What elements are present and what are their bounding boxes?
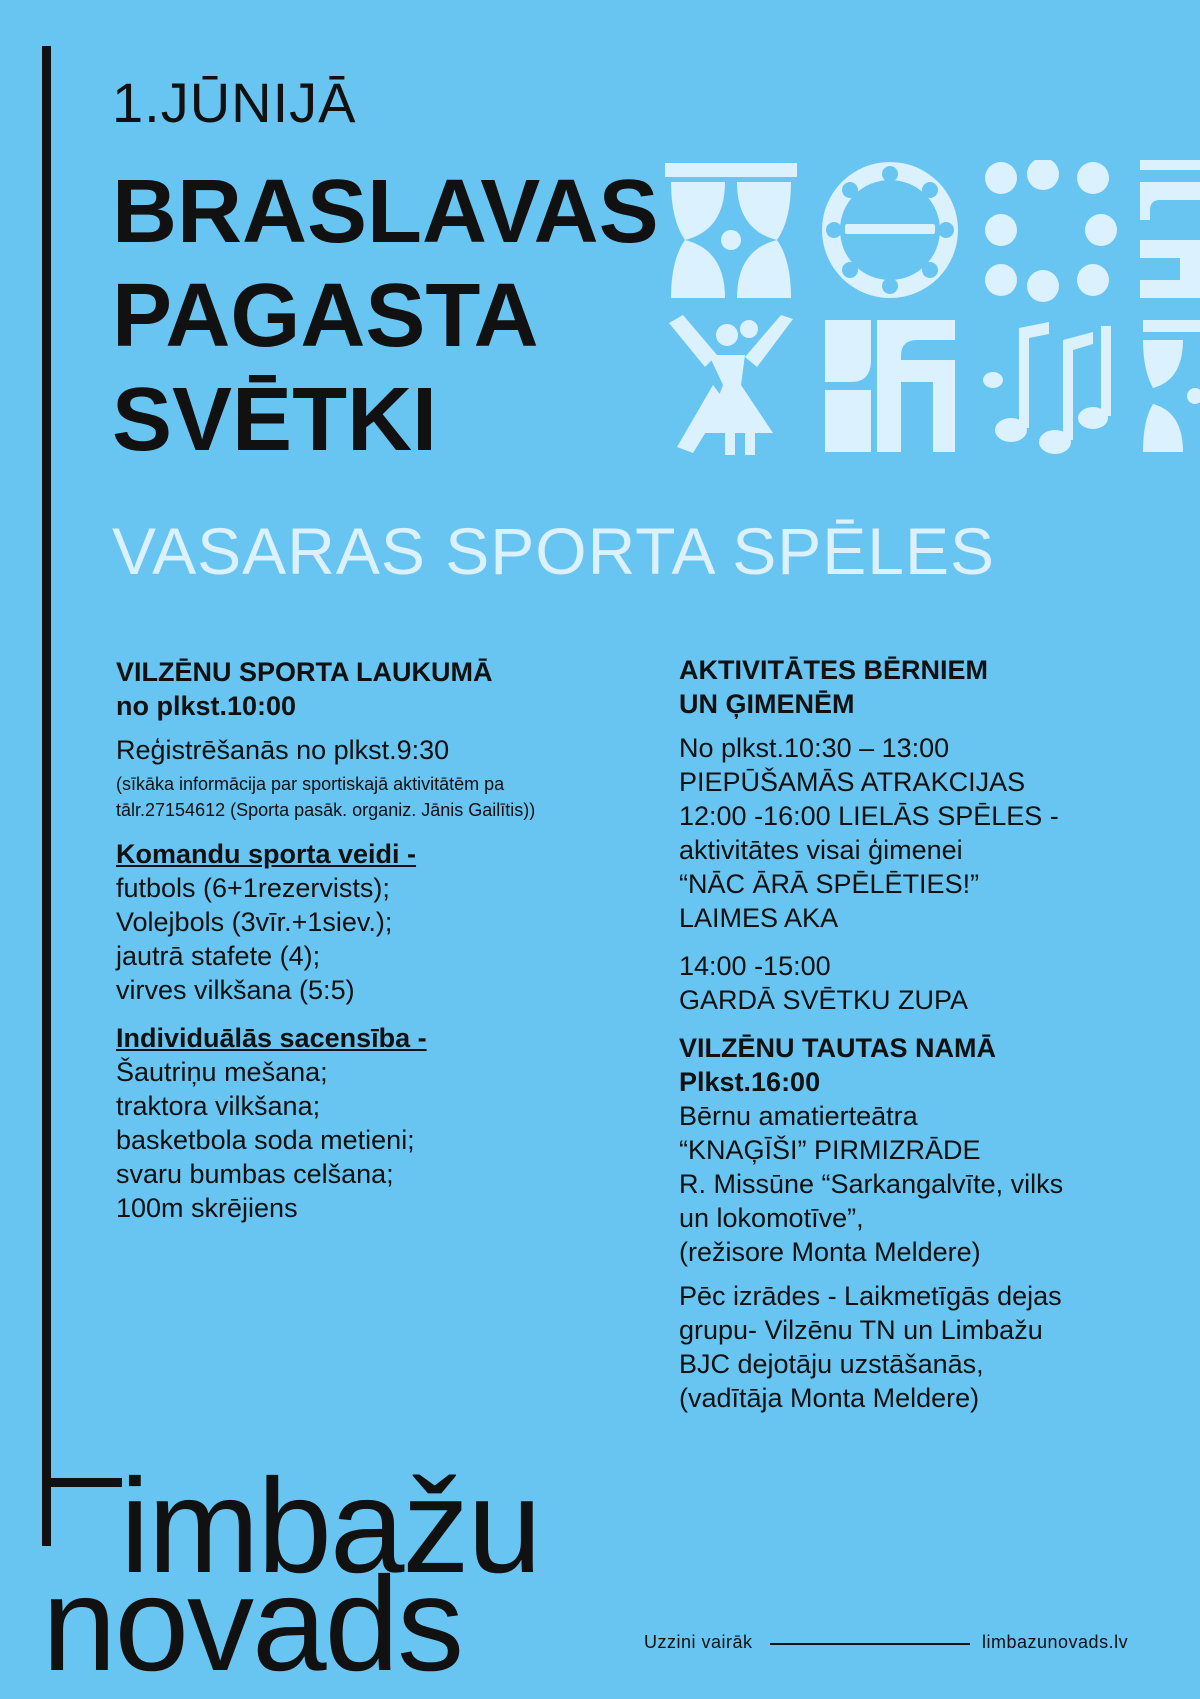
- theatre-line: R. Missūne “Sarkangalvīte, vilks: [679, 1169, 1064, 1199]
- activities-heading: AKTIVITĀTES BĒRNIEM: [679, 655, 989, 685]
- team-sports-heading: Komandu sporta veidi -: [116, 839, 417, 869]
- theatre-line: (režisore Monta Meldere): [679, 1237, 981, 1267]
- individual-sport-item: 100m skrējiens: [116, 1193, 298, 1223]
- flower-tile-icon: [665, 163, 797, 298]
- team-sport-item: jautrā stafete (4);: [116, 941, 321, 971]
- theatre-line: Bērnu amatierteātra: [679, 1101, 918, 1131]
- footer-website-link[interactable]: limbazunovads.lv: [982, 1632, 1129, 1652]
- dance-line: BJC dejotāju uzstāšanās,: [679, 1349, 984, 1379]
- dance-line: grupu- Vilzēnu TN un Limbažu: [679, 1315, 1043, 1345]
- activity-line: No plkst.10:30 – 13:00: [679, 733, 950, 763]
- activity-line: “NĀC ĀRĀ SPĒLĒTIES!”: [679, 869, 980, 899]
- individual-sport-item: Šautriņu mešana;: [116, 1057, 328, 1087]
- event-title: [112, 160, 659, 472]
- brand-wordmark-line2: novads: [42, 1550, 463, 1699]
- brand-L-foot: [42, 1478, 122, 1487]
- title-line: BRASLAVAS: [112, 162, 659, 262]
- activity-line: LAIMES AKA: [679, 903, 839, 933]
- title-line: PAGASTA: [112, 266, 539, 366]
- dance-line: Pēc izrādes - Laikmetīgās dejas: [679, 1281, 1062, 1311]
- brand-wordmark-line1: imbažu: [120, 1452, 540, 1601]
- activities-column: [679, 653, 1179, 1415]
- sports-venue: VILZĒNU SPORTA LAUKUMĀ: [116, 657, 493, 687]
- activities-heading: UN ĢIMENĒM: [679, 689, 855, 719]
- theatre-line: un lokomotīve”,: [679, 1203, 864, 1233]
- flower-tile-partial-icon: [1143, 320, 1200, 452]
- ring-tile-icon: [822, 162, 958, 298]
- info-text: [116, 771, 636, 823]
- theatre-time: Plkst.16:00: [679, 1067, 821, 1097]
- info-line: (sīkāka informācija par sportiskajā aktivitātēm pa: [116, 774, 505, 794]
- frame-vertical-line: [42, 46, 51, 1546]
- dancers-icon: [669, 315, 793, 455]
- title-line: SVĒTKI: [112, 370, 438, 470]
- theatre-line: “KNAĢĪŠI” PIRMIZRĀDE: [679, 1135, 981, 1165]
- ornament-grid: [665, 160, 1200, 460]
- individual-sport-item: svaru bumbas celšana;: [116, 1159, 394, 1189]
- chain-tile-icon: [985, 160, 1117, 302]
- info-line: tālr.27154612 (Sporta pasāk. organiz. Jānis Gailītis)): [116, 800, 536, 820]
- sports-column: [116, 655, 636, 1225]
- individual-sport-item: traktora vilkšana;: [116, 1091, 321, 1121]
- soup-text: GARDĀ SVĒTKU ZUPA: [679, 985, 969, 1015]
- team-sport-item: Volejbols (3vīr.+1siev.);: [116, 907, 393, 937]
- individual-sports-heading: Individuālās sacensība -: [116, 1023, 427, 1053]
- theatre-venue: VILZĒNU TAUTAS NAMĀ: [679, 1033, 996, 1063]
- registration-text: Reģistrēšanās no plkst.9:30: [116, 735, 450, 765]
- soup-time: 14:00 -15:00: [679, 951, 831, 981]
- activity-line: 12:00 -16:00 LIELĀS SPĒLES -: [679, 801, 1059, 831]
- footer-more-info: Uzzini vairāk: [644, 1632, 753, 1652]
- activity-line: PIEPŪŠAMĀS ATRAKCIJAS: [679, 767, 1026, 797]
- dance-line: (vadītāja Monta Meldere): [679, 1383, 980, 1413]
- team-sport-item: virves vilkšana (5:5): [116, 975, 355, 1005]
- music-notes-icon: [983, 322, 1111, 454]
- wave-tile-icon: [1140, 160, 1200, 298]
- footer-divider: [770, 1643, 970, 1645]
- team-sport-item: futbols (6+1rezervists);: [116, 873, 390, 903]
- sports-start-time: no plkst.10:00: [116, 691, 297, 721]
- individual-sport-item: basketbola soda metieni;: [116, 1125, 415, 1155]
- sheep-icon: [825, 320, 955, 452]
- event-date: 1.JŪNIJĀ: [112, 71, 357, 134]
- activity-line: aktivitātes visai ģimenei: [679, 835, 963, 865]
- event-subtitle: VASARAS SPORTA SPĒLES: [112, 514, 996, 588]
